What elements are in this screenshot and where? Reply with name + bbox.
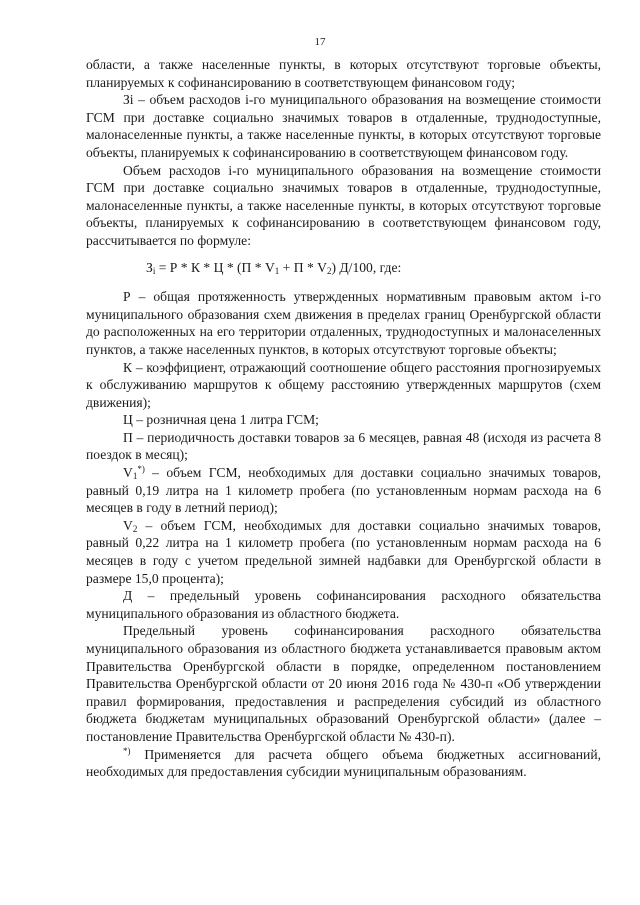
formula-lhs-sub: i: [152, 265, 156, 276]
paragraph-periodicity-definition: П – периодичность доставки товаров за 6 месяцев, равная 48 (исходя из расчета 8 поездок в месяц);: [86, 429, 601, 463]
paragraph-formula-intro: Объем расходов i-го муниципального образования на возмещение стоимости ГСМ при доставке социально значимых товаров в отдаленные, труднодоступные, малонаселенные пункты, а также населенные пункты, в которых отсутствуют торговые объекты, планируемых к софинансированию в соответствующем финансовом году, рассчитывается по формуле:: [86, 162, 601, 248]
paragraph-zi-definition: Зi – объем расходов i-го муниципального образования на возмещение стоимости ГСМ при доставке социально значимых товаров в отдаленные, труднодоступные, малонаселенные пункты, а также населенные пункты, в которых отсутствуют торговые объекты, планируемых к софинансированию в соответствующем финансовом году.: [86, 92, 601, 160]
footnote-mark: *): [123, 745, 131, 756]
formula-end: ) Д/100, где:: [331, 259, 402, 275]
formula-part2: + П * V: [279, 259, 327, 275]
v1-sub: 1: [132, 471, 138, 482]
v2-sub: 2: [132, 523, 138, 534]
paragraph-c-definition: Ц – розничная цена 1 литра ГСМ;: [123, 412, 319, 428]
paragraph-p-definition: Р – общая протяженность утвержденных нормативным правовым актом i-го муниципального образования схем движения в пределах границ Оренбургской области до расположенных на его территории отдаленных, труднодоступных и малонаселенных пунктов, а также населенных пунктов, в которых отсутствуют торговые объекты;: [86, 289, 601, 357]
formula-lhs: З: [146, 259, 153, 275]
v2-symbol: V: [123, 517, 133, 533]
v1-text: – объем ГСМ, необходимых для доставки социально значимых товаров, равный 0,19 литра на 1 километр пробега (по установленным нормам расхода на 6 месяцев в году в летний период);: [86, 465, 601, 516]
paragraph-limit-level: Предельный уровень софинансирования расходного обязательства муниципального образования из областного бюджета устанавливается правовым актом Правительства Оренбургской области в порядке, определенном постановлением Правительства Оренбургской области от 20 июня 2016 года № 430-п «Об утверждении правил формирования, предоставления и распределения субсидий из областного бюджета бюджетам муниципальных образований Оренбургской области» (далее – постановление Правительства Оренбургской области № 430-п).: [86, 623, 601, 744]
v2-text: – объем ГСМ, необходимых для доставки социально значимых товаров, равный 0,22 литра на 1 километр пробега (по установленным нормам расхода на 6 месяцев в году с учетом предельной зимней надбавки для Оренбургской области в размере 15,0 процента);: [86, 517, 601, 586]
formula: [86, 259, 601, 277]
paragraph-v2-definition: [86, 517, 601, 587]
v1-footnote-mark: *): [137, 464, 145, 475]
v1-symbol: V: [123, 465, 133, 481]
formula-sub1: 1: [274, 265, 280, 276]
paragraph-k-definition: К – коэффициент, отражающий соотношение общего расстояния прогнозируемых к обслуживанию маршрутов к общему расстоянию утвержденных маршрутов (схем движения);: [86, 359, 601, 410]
paragraph-d-definition: Д – предельный уровень софинансирования расходного обязательства муниципального образования из областного бюджета.: [86, 588, 601, 621]
formula-part1: = Р * К * Ц * (П * V: [155, 259, 275, 275]
footnote: [86, 746, 601, 781]
formula-sub2: 2: [326, 265, 332, 276]
paragraph-continuation: области, а также населенные пункты, в которых отсутствуют торговые объекты, планируемых к софинансированию в соответствующем финансовом году;: [86, 57, 601, 90]
footnote-text: Применяется для расчета общего объема бюджетных ассигнований, необходимых для предоставления субсидии муниципальным образованиям.: [86, 746, 601, 780]
page-number: 17: [314, 36, 326, 48]
document-body: [86, 56, 601, 781]
paragraph-v1-definition: [86, 464, 601, 517]
